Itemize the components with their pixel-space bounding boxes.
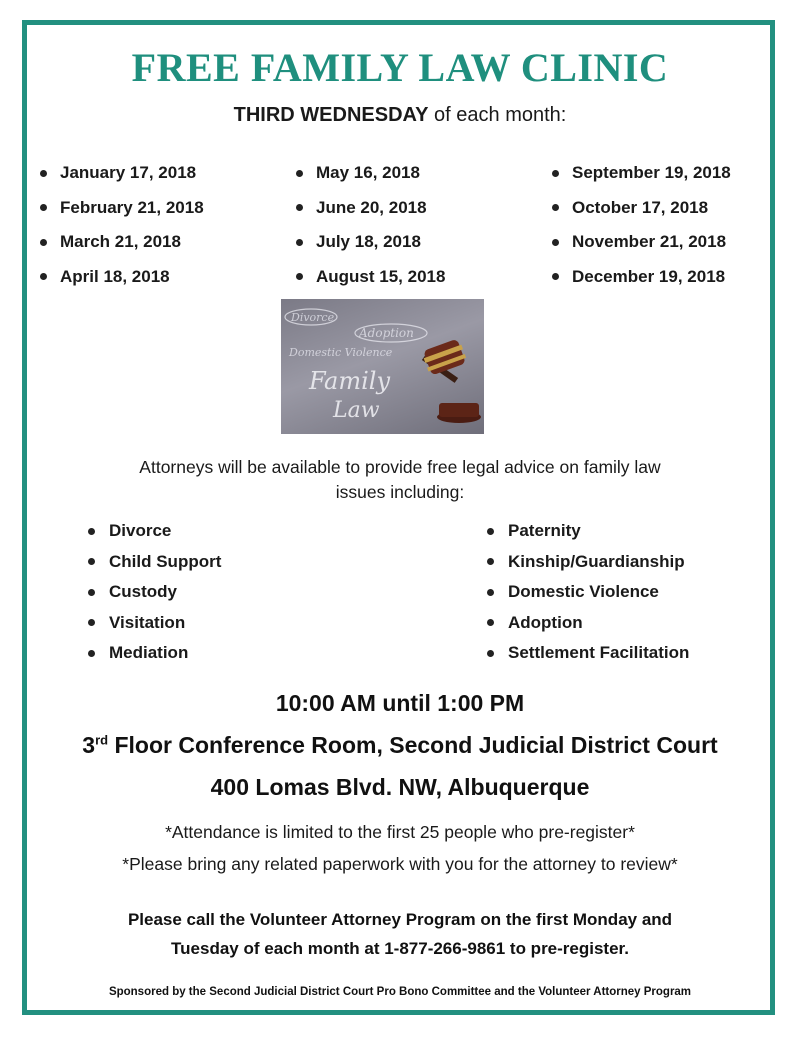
bullet-icon	[40, 239, 47, 246]
bullet-icon	[487, 558, 494, 565]
issues-column-right	[487, 516, 787, 669]
issue-item: Adoption	[487, 608, 787, 639]
bullet-icon	[40, 170, 47, 177]
bullet-icon	[296, 273, 303, 280]
date-item: July 18, 2018	[296, 225, 526, 260]
photo-word-adoption: Adoption	[359, 326, 414, 340]
date-item: May 16, 2018	[296, 156, 526, 191]
sponsor-line: Sponsored by the Second Judicial District Court Pro Bono Committee and the Volunteer Attorney Program	[108, 986, 692, 998]
bullet-icon	[296, 239, 303, 246]
bullet-icon	[40, 273, 47, 280]
date-item: November 21, 2018	[552, 225, 782, 260]
date-item: June 20, 2018	[296, 191, 526, 226]
family-law-gavel-image	[281, 299, 484, 434]
date-item: March 21, 2018	[40, 225, 270, 260]
bullet-icon	[487, 528, 494, 535]
issue-item: Visitation	[88, 608, 388, 639]
bullet-icon	[552, 170, 559, 177]
photo-word-divorce: Divorce	[291, 311, 335, 324]
issue-item: Mediation	[88, 638, 388, 669]
subtitle-rest: of each month:	[428, 104, 567, 126]
issue-item: Child Support	[88, 547, 388, 578]
date-item: December 19, 2018	[552, 260, 782, 295]
bullet-icon	[552, 273, 559, 280]
issue-item: Custody	[88, 577, 388, 608]
photo-word-law: Law	[333, 398, 380, 423]
bullet-icon	[296, 170, 303, 177]
issues-column-left	[88, 516, 388, 669]
issue-item: Domestic Violence	[487, 577, 787, 608]
clinic-address: 400 Lomas Blvd. NW, Albuquerque	[210, 774, 590, 800]
bullet-icon	[487, 589, 494, 596]
bullet-icon	[487, 619, 494, 626]
intro-line-2: issues including:	[335, 482, 465, 502]
bullet-icon	[487, 650, 494, 657]
flyer-title: FREE FAMILY LAW CLINIC	[131, 45, 669, 90]
photo-word-family: Family	[309, 367, 390, 395]
bullet-icon	[88, 558, 95, 565]
gavel-illustration	[281, 299, 484, 434]
attendance-note: *Attendance is limited to the first 25 people who pre-register*	[165, 822, 635, 842]
bullet-icon	[88, 619, 95, 626]
call-line-2: Tuesday of each month at 1-877-266-9861 to pre-register.	[171, 939, 629, 958]
paperwork-note: *Please bring any related paperwork with you for the attorney to review*	[122, 854, 678, 874]
dates-column-2	[296, 156, 526, 294]
photo-word-domestic: Domestic Violence	[289, 346, 393, 359]
room-text: Floor Conference Room, Second Judicial District Court	[108, 732, 718, 758]
intro-line-1: Attorneys will be available to provide free legal advice on family law	[139, 457, 661, 477]
dates-column-1	[40, 156, 270, 294]
date-item: September 19, 2018	[552, 156, 782, 191]
date-item: January 17, 2018	[40, 156, 270, 191]
issue-item: Divorce	[88, 516, 388, 547]
issues-list	[88, 516, 728, 666]
date-item: February 21, 2018	[40, 191, 270, 226]
bullet-icon	[296, 204, 303, 211]
bullet-icon	[40, 204, 47, 211]
schedule-subtitle	[0, 104, 800, 127]
bullet-icon	[88, 528, 95, 535]
clinic-time: 10:00 AM until 1:00 PM	[275, 690, 525, 716]
dates-list	[40, 156, 760, 286]
issue-item: Settlement Facilitation	[487, 638, 787, 669]
bullet-icon	[88, 650, 95, 657]
call-line-1: Please call the Volunteer Attorney Program on the first Monday and	[127, 910, 673, 929]
call-to-action	[40, 905, 760, 963]
bullet-icon	[88, 589, 95, 596]
clinic-location	[0, 732, 800, 759]
bullet-icon	[552, 204, 559, 211]
date-item: August 15, 2018	[296, 260, 526, 295]
date-item: October 17, 2018	[552, 191, 782, 226]
floor-number: 3	[82, 732, 96, 758]
issue-item: Kinship/Guardianship	[487, 547, 787, 578]
floor-suffix: rd	[95, 732, 109, 748]
subtitle-emphasis: THIRD WEDNESDAY	[233, 104, 429, 126]
date-item: April 18, 2018	[40, 260, 270, 295]
dates-column-3	[552, 156, 782, 294]
bullet-icon	[552, 239, 559, 246]
issue-item: Paternity	[487, 516, 787, 547]
intro-text	[60, 455, 740, 505]
